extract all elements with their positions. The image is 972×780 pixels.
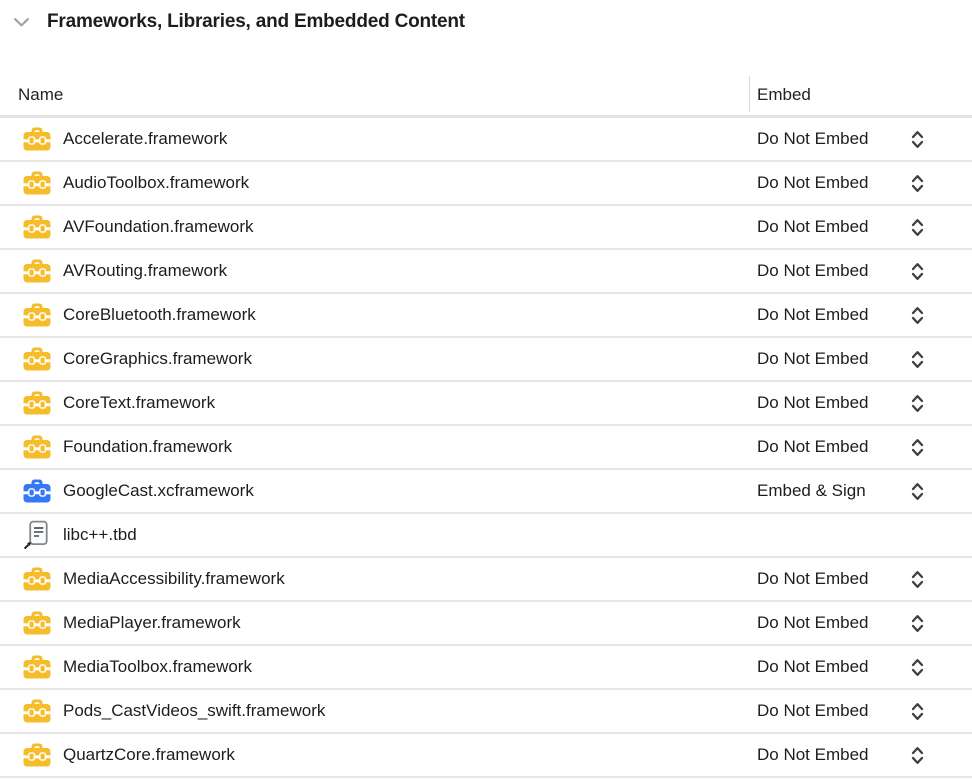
framework-yellow-icon — [22, 432, 52, 462]
embed-dropdown[interactable] — [757, 558, 925, 600]
framework-yellow-icon — [22, 124, 52, 154]
embed-dropdown[interactable] — [757, 734, 925, 776]
embed-value: Do Not Embed — [757, 569, 869, 588]
table-column-header — [0, 74, 972, 118]
table-row[interactable] — [0, 734, 972, 778]
embed-dropdown[interactable] — [757, 602, 925, 644]
embed-value: Do Not Embed — [757, 701, 869, 720]
item-name: MediaToolbox.framework — [63, 657, 252, 676]
table-row[interactable] — [0, 382, 972, 426]
item-name: CoreText.framework — [63, 393, 216, 412]
table-row[interactable] — [0, 294, 972, 338]
embed-value: Do Not Embed — [757, 437, 869, 456]
chevron-up-down-icon — [910, 305, 925, 326]
table-row[interactable] — [0, 690, 972, 734]
table-row[interactable] — [0, 250, 972, 294]
framework-yellow-icon — [22, 696, 52, 726]
chevron-up-down-icon — [910, 657, 925, 678]
item-name: AVRouting.framework — [63, 261, 228, 280]
referenced-document-icon — [22, 520, 52, 550]
chevron-up-down-icon — [910, 261, 925, 282]
table-row[interactable] — [0, 602, 972, 646]
chevron-up-down-icon — [910, 349, 925, 370]
chevron-up-down-icon — [910, 569, 925, 590]
item-name: Foundation.framework — [63, 437, 233, 456]
item-name: libc++.tbd — [63, 525, 137, 544]
table-row[interactable] — [0, 470, 972, 514]
table-row[interactable] — [0, 514, 972, 558]
embed-dropdown[interactable] — [757, 426, 925, 468]
embed-dropdown[interactable] — [757, 294, 925, 336]
framework-blue-icon — [22, 476, 52, 506]
table-row[interactable] — [0, 646, 972, 690]
chevron-up-down-icon — [910, 745, 925, 766]
framework-yellow-icon — [22, 168, 52, 198]
table-row[interactable] — [0, 162, 972, 206]
embed-dropdown[interactable] — [757, 646, 925, 688]
chevron-up-down-icon — [910, 481, 925, 502]
embed-value: Do Not Embed — [757, 613, 869, 632]
chevron-up-down-icon — [910, 437, 925, 458]
embed-value: Do Not Embed — [757, 745, 869, 764]
frameworks-table — [0, 118, 972, 778]
section-title: Frameworks, Libraries, and Embedded Content — [47, 11, 465, 32]
chevron-up-down-icon — [910, 701, 925, 722]
embed-dropdown[interactable] — [757, 470, 925, 512]
framework-yellow-icon — [22, 300, 52, 330]
embed-dropdown[interactable] — [757, 162, 925, 204]
framework-yellow-icon — [22, 740, 52, 770]
table-row[interactable] — [0, 118, 972, 162]
item-name: MediaAccessibility.framework — [63, 569, 285, 588]
chevron-up-down-icon — [910, 393, 925, 414]
embed-dropdown[interactable] — [757, 382, 925, 424]
embed-dropdown[interactable] — [757, 250, 925, 292]
item-name: AudioToolbox.framework — [63, 173, 250, 192]
framework-yellow-icon — [22, 212, 52, 242]
embed-dropdown[interactable] — [757, 206, 925, 248]
table-row[interactable] — [0, 338, 972, 382]
embed-value: Do Not Embed — [757, 129, 869, 148]
embed-dropdown[interactable] — [757, 690, 925, 732]
item-name: AVFoundation.framework — [63, 217, 254, 236]
chevron-up-down-icon — [910, 173, 925, 194]
embed-value: Do Not Embed — [757, 393, 869, 412]
embed-value: Do Not Embed — [757, 349, 869, 368]
framework-yellow-icon — [22, 652, 52, 682]
framework-yellow-icon — [22, 608, 52, 638]
embed-value: Do Not Embed — [757, 261, 869, 280]
framework-yellow-icon — [22, 256, 52, 286]
embed-value: Embed & Sign — [757, 481, 866, 500]
embed-value: Do Not Embed — [757, 173, 869, 192]
item-name: CoreGraphics.framework — [63, 349, 252, 368]
embed-dropdown[interactable] — [757, 338, 925, 380]
table-row[interactable] — [0, 206, 972, 250]
embed-value: Do Not Embed — [757, 305, 869, 324]
table-row[interactable] — [0, 426, 972, 470]
framework-yellow-icon — [22, 564, 52, 594]
column-header-embed: Embed — [757, 84, 811, 104]
chevron-down-icon[interactable] — [13, 17, 30, 28]
item-name: CoreBluetooth.framework — [63, 305, 256, 324]
item-name: MediaPlayer.framework — [63, 613, 241, 632]
framework-yellow-icon — [22, 344, 52, 374]
embed-value: Do Not Embed — [757, 217, 869, 236]
section-header — [0, 0, 972, 74]
item-name: Pods_CastVideos_swift.framework — [63, 701, 326, 720]
framework-yellow-icon — [22, 388, 52, 418]
chevron-up-down-icon — [910, 129, 925, 150]
column-divider — [749, 76, 750, 112]
item-name: GoogleCast.xcframework — [63, 481, 254, 500]
embed-dropdown[interactable] — [757, 118, 925, 160]
column-header-name: Name — [18, 84, 64, 104]
embed-value: Do Not Embed — [757, 657, 869, 676]
table-row[interactable] — [0, 558, 972, 602]
chevron-up-down-icon — [910, 217, 925, 238]
item-name: QuartzCore.framework — [63, 745, 235, 764]
chevron-up-down-icon — [910, 613, 925, 634]
item-name: Accelerate.framework — [63, 129, 228, 148]
